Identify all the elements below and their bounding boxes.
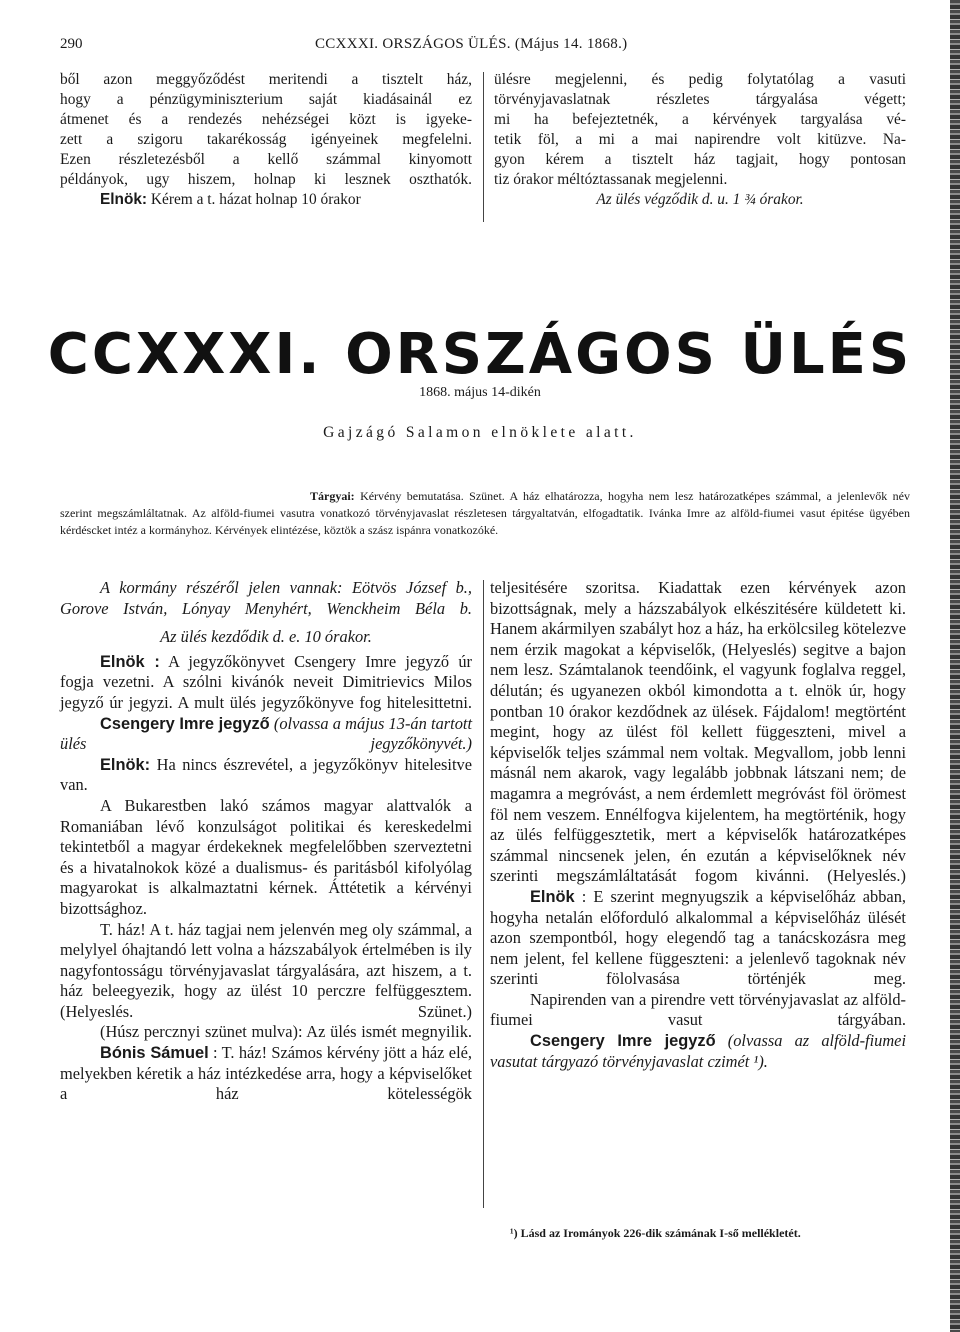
session-chair: Gajzágó Salamon elnöklete alatt. xyxy=(323,424,637,441)
session-start: Az ülés kezdődik d. e. 10 órakor. xyxy=(160,627,372,647)
agenda-label: Tárgyai: xyxy=(310,489,355,503)
text-line: tetik föl, a mi a mai napirendre volt kitüzve. Na- xyxy=(494,131,906,148)
text-line: ből azon meggyőződést meritendi a tisztelt ház, xyxy=(60,71,472,88)
scan-edge-artifact xyxy=(950,0,960,1332)
speaker-name: Csengery Imre jegyző xyxy=(100,714,270,733)
speaker-paragraph xyxy=(490,1031,906,1072)
top-left-column xyxy=(60,70,472,210)
speech-text: A jegyzőkönyvet Csengery Imre jegyző úr fogja vezetni. A szólni kivánók neveit Dimitrievics Milos jegyző úr jegyzi. A mult ülés jegyzőkönyve fog hitelesittetni. xyxy=(60,651,473,712)
column-divider xyxy=(483,580,484,1208)
stage-direction: (olvassa az alföld-fiumei vasutat tárgyazó törvényjavaslat czimét ¹). xyxy=(490,1031,906,1071)
footnote: ¹) Lásd az Irományok 226-dik számának I-ső mellékletét. xyxy=(510,1226,801,1240)
text-line: átmenet és a rendezés nehézségei közt is igyeke- xyxy=(60,111,472,128)
speaker-paragraph xyxy=(490,887,906,990)
text-line: tiz órakor méltóztassanak megjelenni. xyxy=(494,171,728,188)
text-line: zett a szigoru takarékosság igényeinek megfelelni. xyxy=(60,131,472,148)
speaker-paragraph xyxy=(60,1043,472,1105)
top-right-column xyxy=(494,70,906,210)
text-line: ülésre megjelenni, és pedig folytatólag a vasuti xyxy=(494,71,906,88)
paragraph: A Bukarestben lakó számos magyar alattvalók a Romaniában lévő konzulságot politikai és kereskedelmi tekintetből a magyar érdekeknek megfelelőbben szerveztetni és a hivatalnokok közé a dualismus- és paritásból kifolyólag magyarokat is alkalmaztatni kérnek. Áttétetik a kérvényi bizottsághoz. xyxy=(60,795,472,918)
speaker-paragraph xyxy=(60,652,472,714)
government-present: A kormány részéről jelen vannak: Eötvös József b., Gorove István, Lónyay Menyhért, Wenckheim Béla b. xyxy=(60,578,472,618)
speaker-paragraph xyxy=(60,755,472,796)
page-header xyxy=(60,36,900,60)
speaker-name: Elnök : xyxy=(100,652,160,671)
bottom-left-column xyxy=(60,578,472,1105)
stage-direction: (olvassa a május 13-án tartott ülés jegyzőkönyvét.) xyxy=(60,713,472,754)
session-closing: Az ülés végződik d. u. 1 ¾ órakor. xyxy=(596,191,804,208)
text-line: hogy a pénzügyminiszterium saját kiadásainál ez xyxy=(60,91,472,108)
page-number: 290 xyxy=(60,36,83,52)
text-line: Ezen részletezésből a kellő számmal kinyomott xyxy=(60,151,472,168)
speaker-name: Elnök xyxy=(530,887,575,906)
agenda-text: Kérvény bemutatása. Szünet. A ház elhatározza, hogyha nem lesz határozatképes számmal, a jelenlevők név szerint megszámláltatnak. Az alföld-fiumei vasutra vonatkozó törvényjavaslat részletesen tárgyaltatván, elfogadtatik. Ivánka Imre az alföld-fiumei vasut épitése ügyében kérdéscket intéz a kormányhoz. Kérvények elintézése, köztök a szász ispánra vonatkozóké. xyxy=(60,489,910,537)
paragraph: teljesitésére szoritsa. Kiadattak ezen kérvények azon bizottságnak, mely a házszabályok elkészitésére küldetett ki. Hanem akármilyen szabályt hoz a ház, ha erkölcsileg kötelezve nem érzik magokat a képviselők, (Helyeslés) segitve a bajon nem lesz. Számtalanok teendőink, el vagyunk foglalva reggel, délután; és ugyanezen okból kimondotta a t. elnök úr, hogy pontban 10 órakor kezdődnek az ülések. Fájdalom! megtörtént megint, hogy az ülést föl kellett függeszteni, mivel a képviselők teljes számmal nem voltak. Megvallom, jobb lenni másnál nem akarok, vagy legalább jobbnak látszani nem; de magamra a megróvást, a nem érdemlett megróvást föl örömest föl nem veszem. Ennélfogva kijelentem, ha megtörténik, hogy az ülés felfüggesztetik, mert a képviselők határozatképes számmal nincsenek jelen, én ezután a képviselőknek név szerinti megszámláltatását fogom kivánni. (Helyeslés.) xyxy=(490,578,906,886)
paragraph: T. ház! A t. ház tagjai nem jelenvén meg oly számmal, a melylyel óhajtandó lett volna a házszabályok értelmében is ily nagyfontosságu törvényjavaslat tárgyalására, azt hiszem, a t. ház beleegyezik, hogy az ülést 10 perczre felfüggesztem. (Helyeslés. Szünet.) xyxy=(60,919,472,1021)
speech-text: Ha nincs észrevétel, a jegyzőkönyv hitelesitve van. xyxy=(60,754,472,795)
text-line: példányok, ugy hiszem, holnap ki lesznek oszthatók. xyxy=(60,171,472,188)
paragraph: Napirenden van a pirendre vett törvényjavaslat az alföld-fiumei vasut tárgyában. xyxy=(490,989,906,1030)
speaker-paragraph xyxy=(60,190,472,210)
speech-text: Kérem a t. házat holnap 10 órakor xyxy=(147,191,361,208)
text-line: törvényjavaslatnak részletes tárgyalása végett; xyxy=(494,91,906,108)
column-divider xyxy=(483,72,484,222)
speaker-name: Elnök: xyxy=(100,755,151,774)
text-line: gyon kérem a tisztelt ház tagjait, hogy pontosan xyxy=(494,151,906,168)
bottom-right-column xyxy=(490,578,906,1072)
agenda-summary xyxy=(60,488,910,539)
session-title: CCXXXI. ORSZÁGOS ÜLÉS xyxy=(47,322,913,387)
speaker-paragraph xyxy=(60,714,472,755)
speech-text: : E szerint megnyugszik a képviselőház abban, hogyha netalán előforduló alkalommal a képviselőház ülését azon szempontból, hogy elegendő tag a tanácskozásra meg nem jelent, fel kellene függeszteni: a jelenlevő tagoknak név szerinti fölolvasása történjék meg. xyxy=(490,886,906,989)
session-date: 1868. május 14-dikén xyxy=(419,385,541,400)
speaker-name: Csengery Imre jegyző xyxy=(530,1032,716,1051)
paragraph: (Húsz percznyi szünet mulva): Az ülés ismét megnyilik. xyxy=(100,1022,472,1042)
running-title: CCXXXI. ORSZÁGOS ÜLÉS. (Május 14. 1868.) xyxy=(315,36,628,52)
speaker-name: Bónis Sámuel xyxy=(100,1044,209,1063)
text-line: mi ha befejeztetnék, a kérvények targyalása vé- xyxy=(494,111,906,128)
speaker-name: Elnök: xyxy=(100,191,148,208)
speech-text: : T. ház! Számos kérvény jött a ház elé, melyekben kéretik a ház intézkedése arra, hogy a képviselőket a ház kötelességök xyxy=(60,1043,472,1104)
